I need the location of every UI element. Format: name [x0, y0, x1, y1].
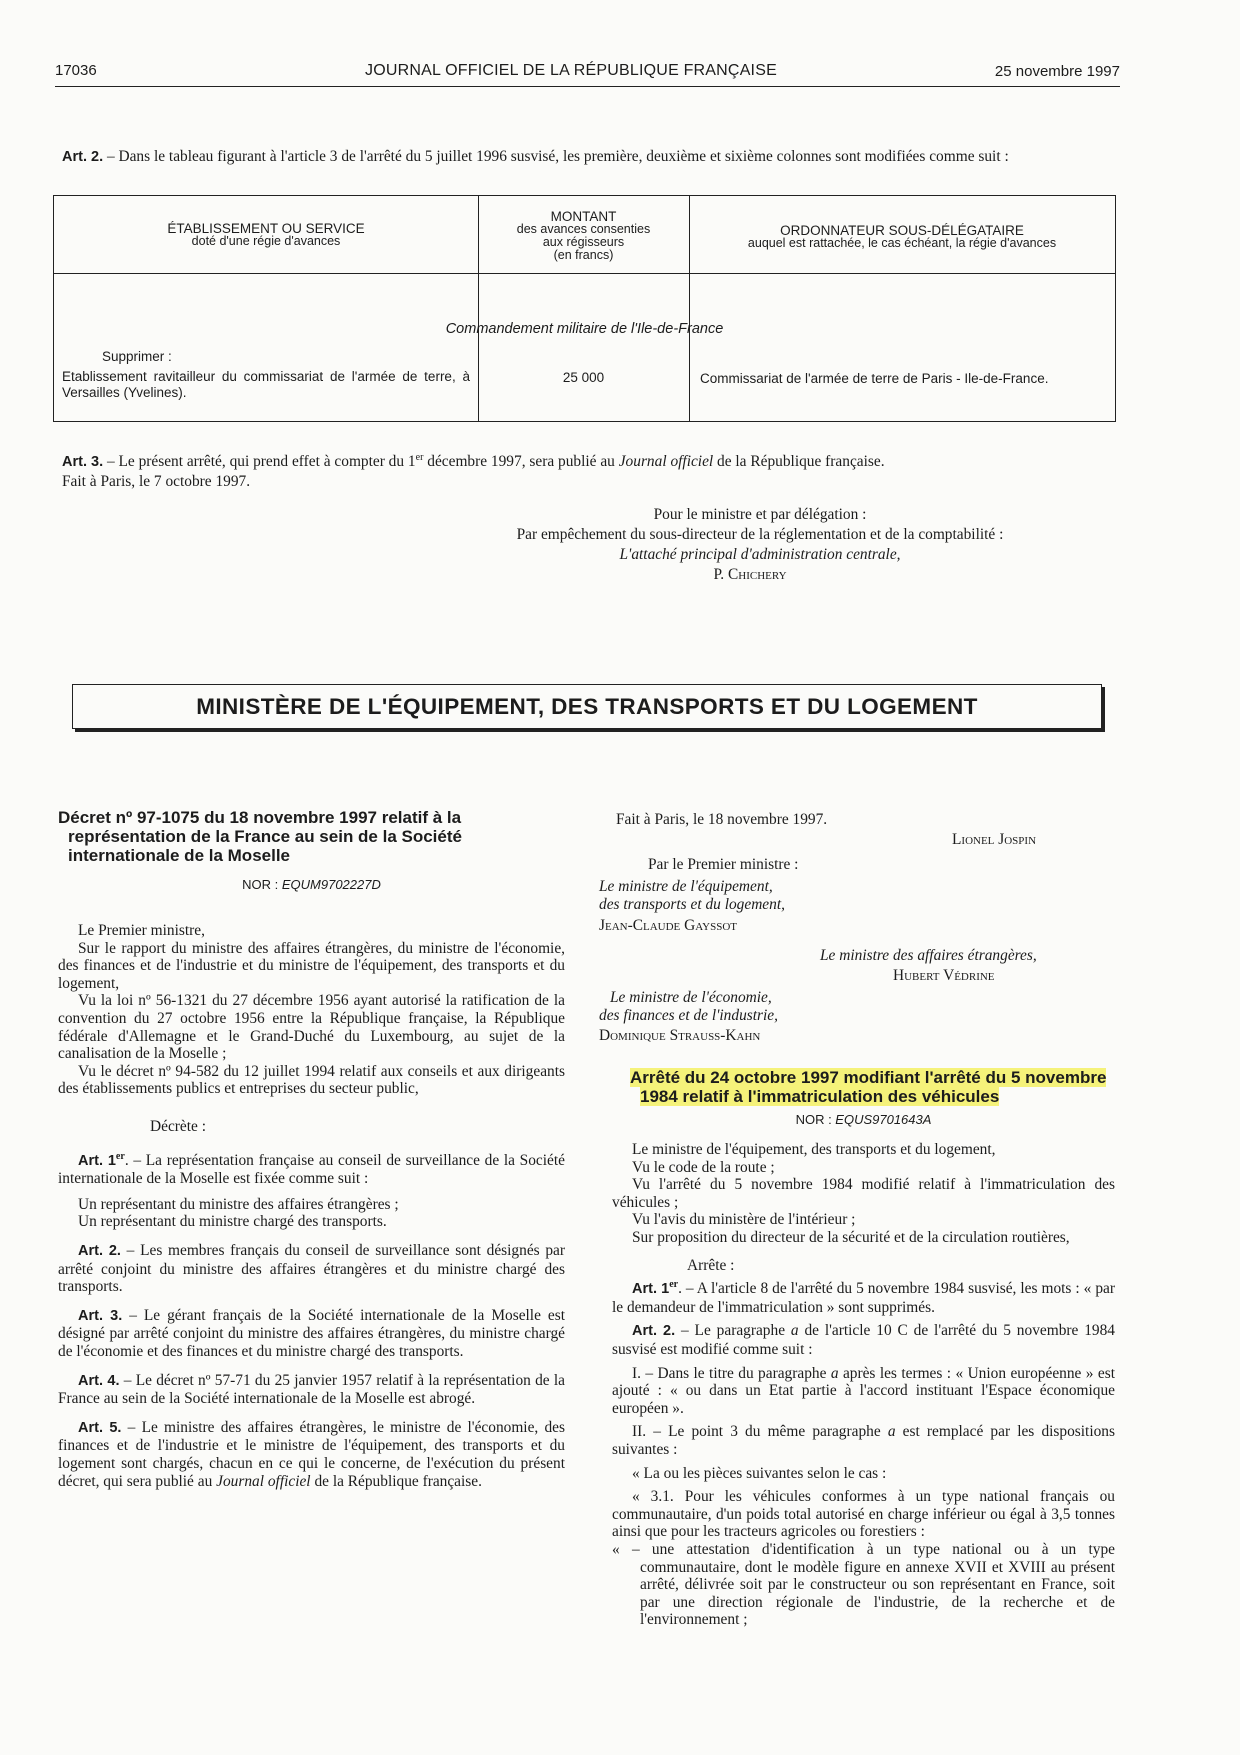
sig-delegation: Pour le ministre et par délégation :	[653, 506, 867, 523]
decret-sur-rapport: Sur le rapport du ministre des affaires étrangères, du ministre de l'économie, des finances et de l'industrie et du ministre de l'équipement, des transports et du logement,	[58, 939, 565, 992]
page-header	[55, 60, 1120, 87]
decret-min-equip-2: des transports et du logement,	[599, 896, 785, 913]
decret-min-eco-name: Dominique Strauss-Kahn	[599, 1027, 761, 1044]
arrete-vu-avis: Vu l'avis du ministère de l'intérieur ;	[632, 1211, 856, 1229]
decret-art5: Art. 5. – Le ministre des affaires étrangères, le ministre de l'économie, des finances et de l'industrie et le ministre de l'équipement, des transports et du logement sont chargés, chacun en ce qui le concerne, de l'exécution du présent décret, qui sera publié au Journal officiel de la République française.	[58, 1418, 565, 1490]
arrete-arrete: Arrête :	[687, 1256, 735, 1274]
journal-title: JOURNAL OFFICIEL DE LA RÉPUBLIQUE FRANÇAISE	[365, 62, 777, 79]
regie-table	[53, 195, 1116, 422]
decret-par-pm: Par le Premier ministre :	[648, 856, 799, 873]
decret-column	[58, 808, 565, 1490]
decret-min-ae: Le ministre des affaires étrangères,	[820, 947, 1037, 964]
arrete-vu-arrete: Vu l'arrêté du 5 novembre 1984 modifié relatif à l'immatriculation des véhicules ;	[612, 1176, 1115, 1211]
decret-art1-line1: Un représentant du ministre des affaires étrangères ;	[78, 1195, 399, 1213]
arrete-ministre: Le ministre de l'équipement, des transports et du logement,	[632, 1141, 996, 1158]
arrete-proposition: Sur proposition du directeur de la sécurité et de la circulation routières,	[632, 1228, 1070, 1246]
arrete-column	[612, 1068, 1115, 1629]
table-row-establishment: Etablissement ravitailleur du commissariat de l'armée de terre, à Versailles (Yvelines).	[62, 369, 470, 400]
decret-title: Décret nº 97-1075 du 18 novembre 1997 relatif à la représentation de la France au sein de la Société internationale de la Moselle	[58, 808, 462, 865]
sig-name: P. Chichery	[713, 566, 787, 583]
sig-attache: L'attaché principal d'administration centrale,	[619, 546, 901, 563]
decret-min-ae-name: Hubert Védrine	[893, 967, 995, 984]
decret-nor: NOR : EQUM9702227D	[242, 877, 381, 892]
arrete-item-i: I. – Dans le titre du paragraphe a après les termes : « Union européenne » est ajouté : « ou dans un Etat partie à l'accord instituant l'Espace économique européen ».	[612, 1364, 1115, 1417]
decret-decrete: Décrète :	[150, 1117, 206, 1135]
decret-art3: Art. 3. – Le gérant français de la Société internationale de la Moselle est désigné par arrêté conjoint du ministre des affaires étrangères, du ministre chargé de l'économie et des finances et du ministre chargé des transports.	[58, 1306, 565, 1360]
arrete-title: Arrêté du 24 octobre 1997 modifiant l'arrêté du 5 novembre 1984 relatif à l'immatriculation des véhicules	[630, 1068, 1107, 1106]
decret-min-eco-1: Le ministre de l'économie,	[610, 989, 772, 1006]
sig-empechement: Par empêchement du sous-directeur de la réglementation et de la comptabilité :	[516, 526, 1004, 543]
table-row-action: Supprimer :	[102, 349, 172, 364]
decret-fait: Fait à Paris, le 18 novembre 1997.	[616, 811, 828, 828]
top-article-2: Art. 2. – Dans le tableau figurant à l'article 3 de l'arrêté du 5 juillet 1996 susvisé, les première, deuxième et sixième colonnes sont modifiées comme suit :	[62, 148, 1009, 165]
arrete-quote-3: « – une attestation d'identification à un type national ou à un type communautaire, dont le modèle figure en annexe XVII et XVIII au présent arrêté, délivrée soit par le constructeur ou son représentant en France, soit par une direction régionale de l'industrie, de la recherche et de l'environnement ;	[612, 1541, 1115, 1629]
arrete-item-ii: II. – Le point 3 du même paragraphe a est remplacé par les dispositions suivantes :	[612, 1423, 1115, 1459]
decret-art2: Art. 2. – Les membres français du conseil de surveillance sont désignés par arrêté conjoint du ministre des affaires étrangères et du ministre chargé des transports.	[58, 1242, 566, 1296]
decret-min-eco-2: des finances et de l'industrie,	[599, 1007, 778, 1024]
arrete-quote-2: « 3.1. Pour les véhicules conformes à un type national français ou communautaire, d'un poids total autorisé en charge inférieur ou égal à 3,5 tonnes ainsi que pour les tracteurs agricoles ou forestiers :	[612, 1488, 1115, 1541]
arrete-art1: Art. 1er. – A l'article 8 de l'arrêté du 5 novembre 1984 susvisé, les mots : « par le demandeur de l'immatriculation » sont supprimés.	[612, 1279, 1115, 1316]
decret-vu-loi: Vu la loi nº 56-1321 du 27 décembre 1956 ayant autorisé la ratification de la convention du 27 octobre 1956 entre la République française, la République fédérale d'Allemagne et le Grand-Duché du Luxembourg, au sujet de la canalisation de la Moselle ;	[58, 992, 565, 1063]
table-row-amount: 25 000	[562, 370, 605, 385]
arrete-art2: Art. 2. – Le paragraphe a de l'article 10 C de l'arrêté du 5 novembre 1984 susvisé est modifié comme suit :	[612, 1322, 1115, 1359]
table-header-col3: ORDONNATEUR SOUS-DÉLÉGATAIRE auquel est rattachée, le cas échéant, la régie d'avances	[747, 223, 1057, 250]
arrete-quote-1: « La ou les pièces suivantes selon le cas :	[632, 1464, 887, 1482]
arrete-nor: NOR : EQUS9701643A	[795, 1112, 932, 1127]
decret-pm-name: Lionel Jospin	[952, 831, 1037, 848]
page-number: 17036	[55, 62, 97, 79]
decret-min-equip-name: Jean-Claude Gayssot	[599, 917, 737, 934]
decret-premier-ministre: Le Premier ministre,	[78, 922, 205, 939]
table-row-ordonnateur: Commissariat de l'armée de terre de Paris - Ile-de-France.	[700, 371, 1049, 386]
arrete-vu-code: Vu le code de la route ;	[632, 1158, 775, 1176]
top-article-3: Art. 3. – Le présent arrêté, qui prend effet à compter du 1er décembre 1997, sera publié au Journal officiel de la République française.	[62, 452, 885, 471]
issue-date: 25 novembre 1997	[994, 63, 1120, 80]
decret-vu-decret: Vu le décret nº 94-582 du 12 juillet 1994 relatif aux conseils et aux dirigeants des établissements publics et entreprises du secteur public,	[58, 1062, 565, 1098]
decret-art4: Art. 4. – Le décret nº 57-71 du 25 janvier 1957 relatif à la représentation de la France au sein de la Société internationale de la Moselle est abrogé.	[58, 1371, 565, 1408]
ministry-banner: MINISTÈRE DE L'ÉQUIPEMENT, DES TRANSPORTS ET DU LOGEMENT	[72, 684, 1102, 729]
decret-art1-line2: Un représentant du ministre chargé des transports.	[78, 1213, 387, 1231]
table-command-label: Commandement militaire de l'Ile-de-France	[445, 321, 724, 337]
decret-min-equip-1: Le ministre de l'équipement,	[599, 878, 773, 895]
top-fait-a-paris: Fait à Paris, le 7 octobre 1997.	[62, 473, 251, 490]
table-header-col1: ÉTABLISSEMENT OU SERVICE doté d'une régie d'avances	[167, 221, 365, 248]
table-header-col2: MONTANT des avances consenties aux régisseurs (en francs)	[516, 209, 651, 262]
decret-art1: Art. 1er. – La représentation française au conseil de surveillance de la Société internationale de la Moselle est fixée comme suit :	[58, 1150, 565, 1188]
